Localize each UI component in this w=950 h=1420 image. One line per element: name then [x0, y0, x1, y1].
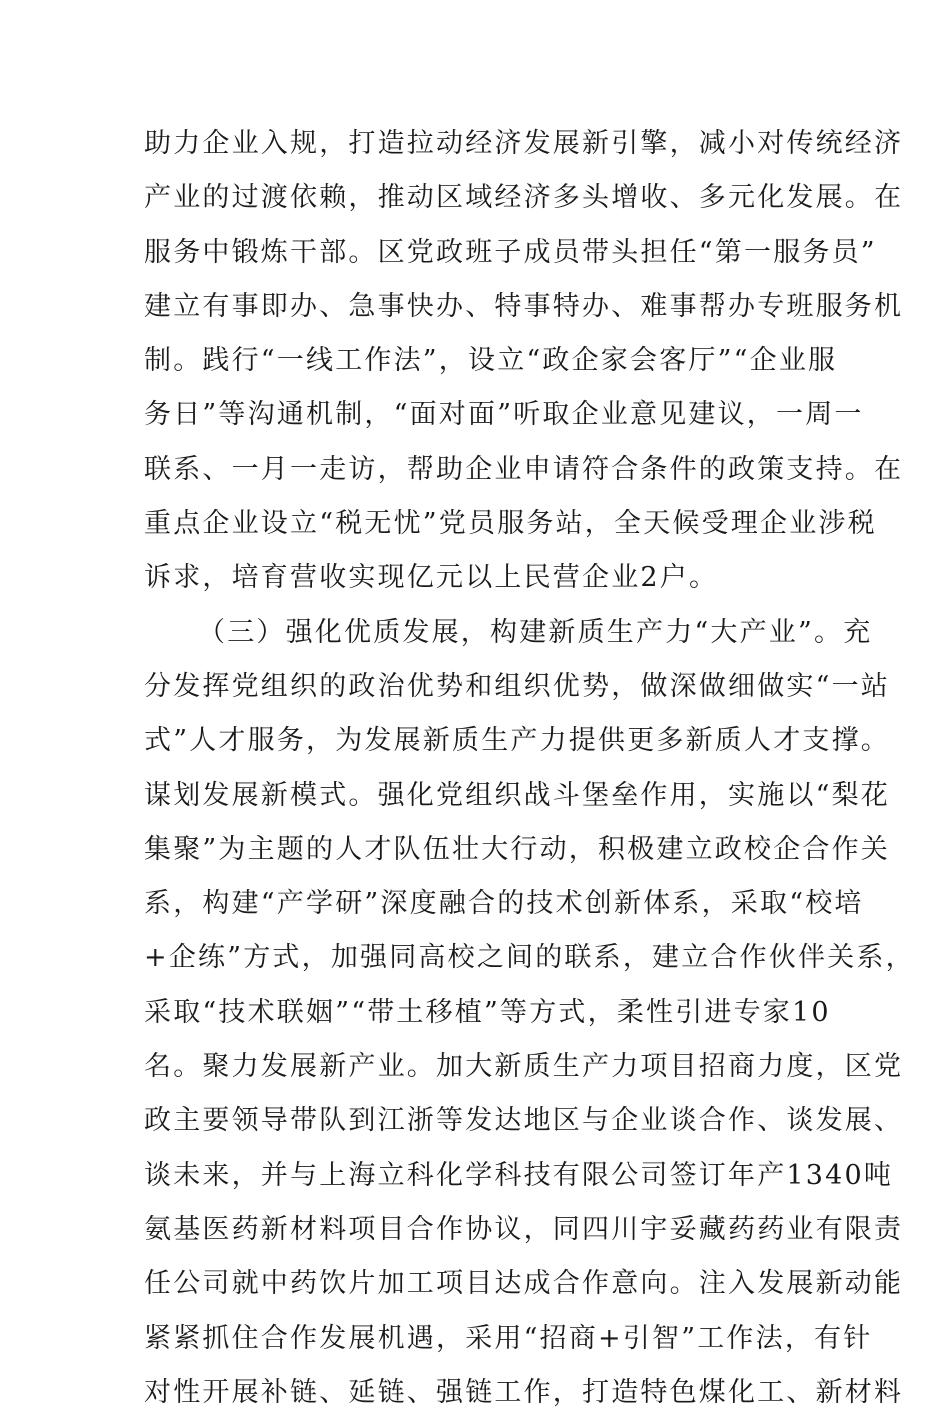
text-line: 采取“技术联姻”“带土移植”等方式，柔性引进专家10	[144, 996, 831, 1028]
text-line: 对性开展补链、延链、强链工作，打造特色煤化工、新材料	[144, 1376, 904, 1408]
text-line: 建立有事即办、急事快办、特事特办、难事帮办专班服务机	[144, 290, 904, 322]
text-line: 务日”等沟通机制，“面对面”听取企业意见建议，一周一	[144, 399, 864, 431]
text-line: 名。聚力发展新产业。加大新质生产力项目招商力度，区党	[144, 1051, 904, 1083]
text-line: 联系、一月一走访，帮助企业申请符合条件的政策支持。在	[144, 453, 904, 485]
text-line: 任公司就中药饮片加工项目达成合作意向。注入发展新动能	[144, 1268, 904, 1300]
text-line: 紧紧抓住合作发展机遇，采用“招商+引智”工作法，有针	[144, 1322, 873, 1354]
text-line: 产业的过渡依赖，推动区域经济多头增收、多元化发展。在	[144, 182, 904, 214]
text-line: 制。践行“一线工作法”，设立“政企家会客厅”“企业服	[144, 345, 838, 377]
text-line: 助力企业入规，打造拉动经济发展新引擎，减小对传统经济	[144, 128, 904, 159]
text-line: +企练”方式，加强同高校之间的联系，建立合作伙伴关系，	[144, 942, 915, 974]
text-line: 诉求，培育营收实现亿元以上民营企业2户。	[144, 562, 719, 594]
text-line: 谋划发展新模式。强化党组织战斗堡垒作用，实施以“梨花	[144, 779, 891, 811]
text-line: 系，构建“产学研”深度融合的技术创新体系，采取“校培	[144, 888, 864, 920]
text-line: 式”人才服务，为发展新质生产力提供更多新质人才支撑。	[144, 725, 891, 757]
text-line: 谈未来，并与上海立科化学科技有限公司签订年产1340吨	[144, 1159, 894, 1191]
text-line: 分发挥党组织的政治优势和组织优势，做深做细做实“一站	[144, 670, 891, 702]
text-line: 服务中锻炼干部。区党政班子成员带头担任“第一服务员”	[144, 236, 877, 268]
section-heading-line: （三）强化优质发展，构建新质生产力“大产业”。充	[198, 616, 873, 648]
document-body	[144, 117, 915, 1420]
text-line: 集聚”为主题的人才队伍壮大行动，积极建立政校企合作关	[144, 833, 891, 865]
text-line: 政主要领导带队到江浙等发达地区与企业谈合作、谈发展、	[144, 1105, 904, 1137]
text-line: 重点企业设立“税无忧”党员服务站，全天候受理企业涉税	[144, 508, 877, 540]
text-line: 氨基医药新材料项目合作协议，同四川宇妥藏药药业有限责	[144, 1213, 904, 1245]
